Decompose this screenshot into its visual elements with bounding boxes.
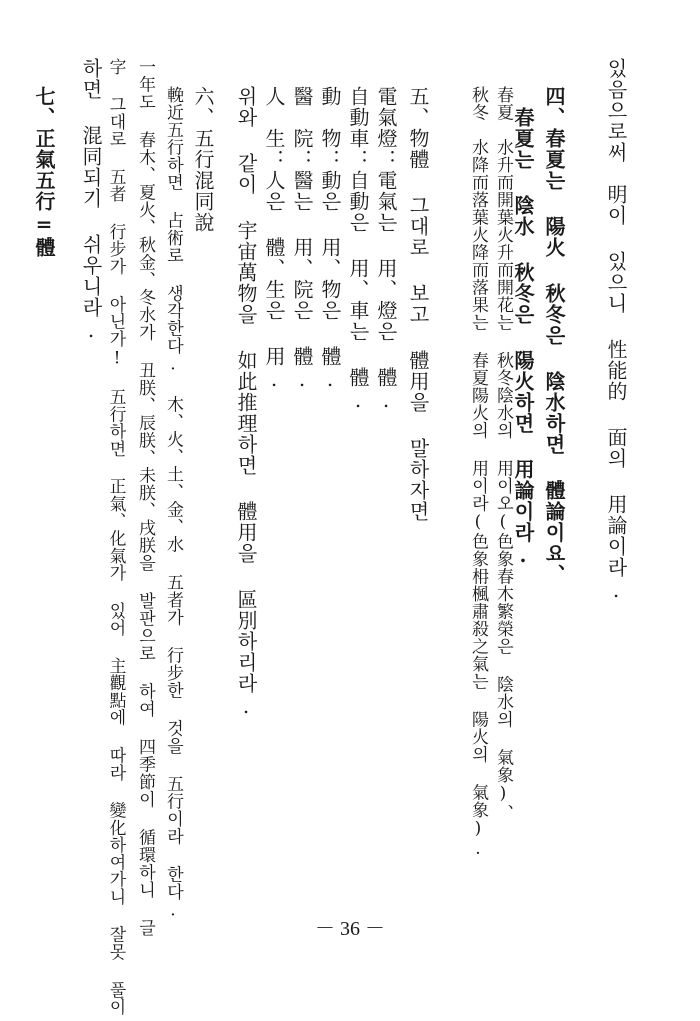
- text-column-17: 하면 混同되기 쉬우니라.: [79, 58, 103, 343]
- text-column-10: 醫 院：醫는 用、院은 體.: [290, 86, 314, 392]
- text-column-16: 字 그대로 五者 行步가 아닌가! 五行하면 正氣、化氣가 있어 主觀點에 따라 變化하여가니 잘못 풀이: [107, 58, 127, 1016]
- section-seven-heading: 七、正氣五行=體: [32, 86, 56, 258]
- page-number: － 36 －: [315, 918, 385, 940]
- text-column-8: 自動車：自動은 用、車는 體.: [346, 86, 370, 413]
- text-column-1: 있음으로써 明이 있으니 性能的 面의 用論이라.: [604, 58, 628, 603]
- text-column-7: 電氣燈：電氣는 用、燈은 體.: [374, 86, 398, 413]
- section-four-heading: 四、春夏는 陽火 秋冬은 陰水하면 體論이요、: [542, 86, 566, 585]
- section-five-heading: 五、物體 그대로 보고 體用을 말하자면: [406, 86, 430, 522]
- text-column-14: 輓近五行하면 占術로 생각한다. 木、火、土、金、水 五者가 行步한 것을 五行이라 한다.: [163, 86, 183, 921]
- text-column-9: 動 物：動은 用、物은 體.: [318, 86, 342, 392]
- text-column-12: 위와 같이 宇宙萬物을 如此推理하면 體用을 區別하리라.: [234, 86, 258, 719]
- text-column-15: 一年도 春木、夏火、秋金、冬水가 丑朕、辰朕、未朕、戌朕을 발판으로 하여 四季節이 循環하니 글: [135, 58, 155, 937]
- section-four-line-2: 春夏는 陰水 秋冬은 陽火하면 用論이라.: [511, 86, 535, 568]
- section-six-heading: 六、五行混同說: [191, 86, 215, 233]
- text-column-5: 秋冬 水降而落葉火降而落果는 春夏陽火의 用이라(色象枏楓肅殺之氣는 陽火의 氣象).: [468, 86, 488, 860]
- text-column-4: 春夏 水升而開葉火升而開花는 秋冬陰水의 用이오(色象春木繁榮은 陰水의 氣象)、: [493, 86, 513, 822]
- text-column-11: 人 生：人은 體、生은 用.: [262, 86, 286, 392]
